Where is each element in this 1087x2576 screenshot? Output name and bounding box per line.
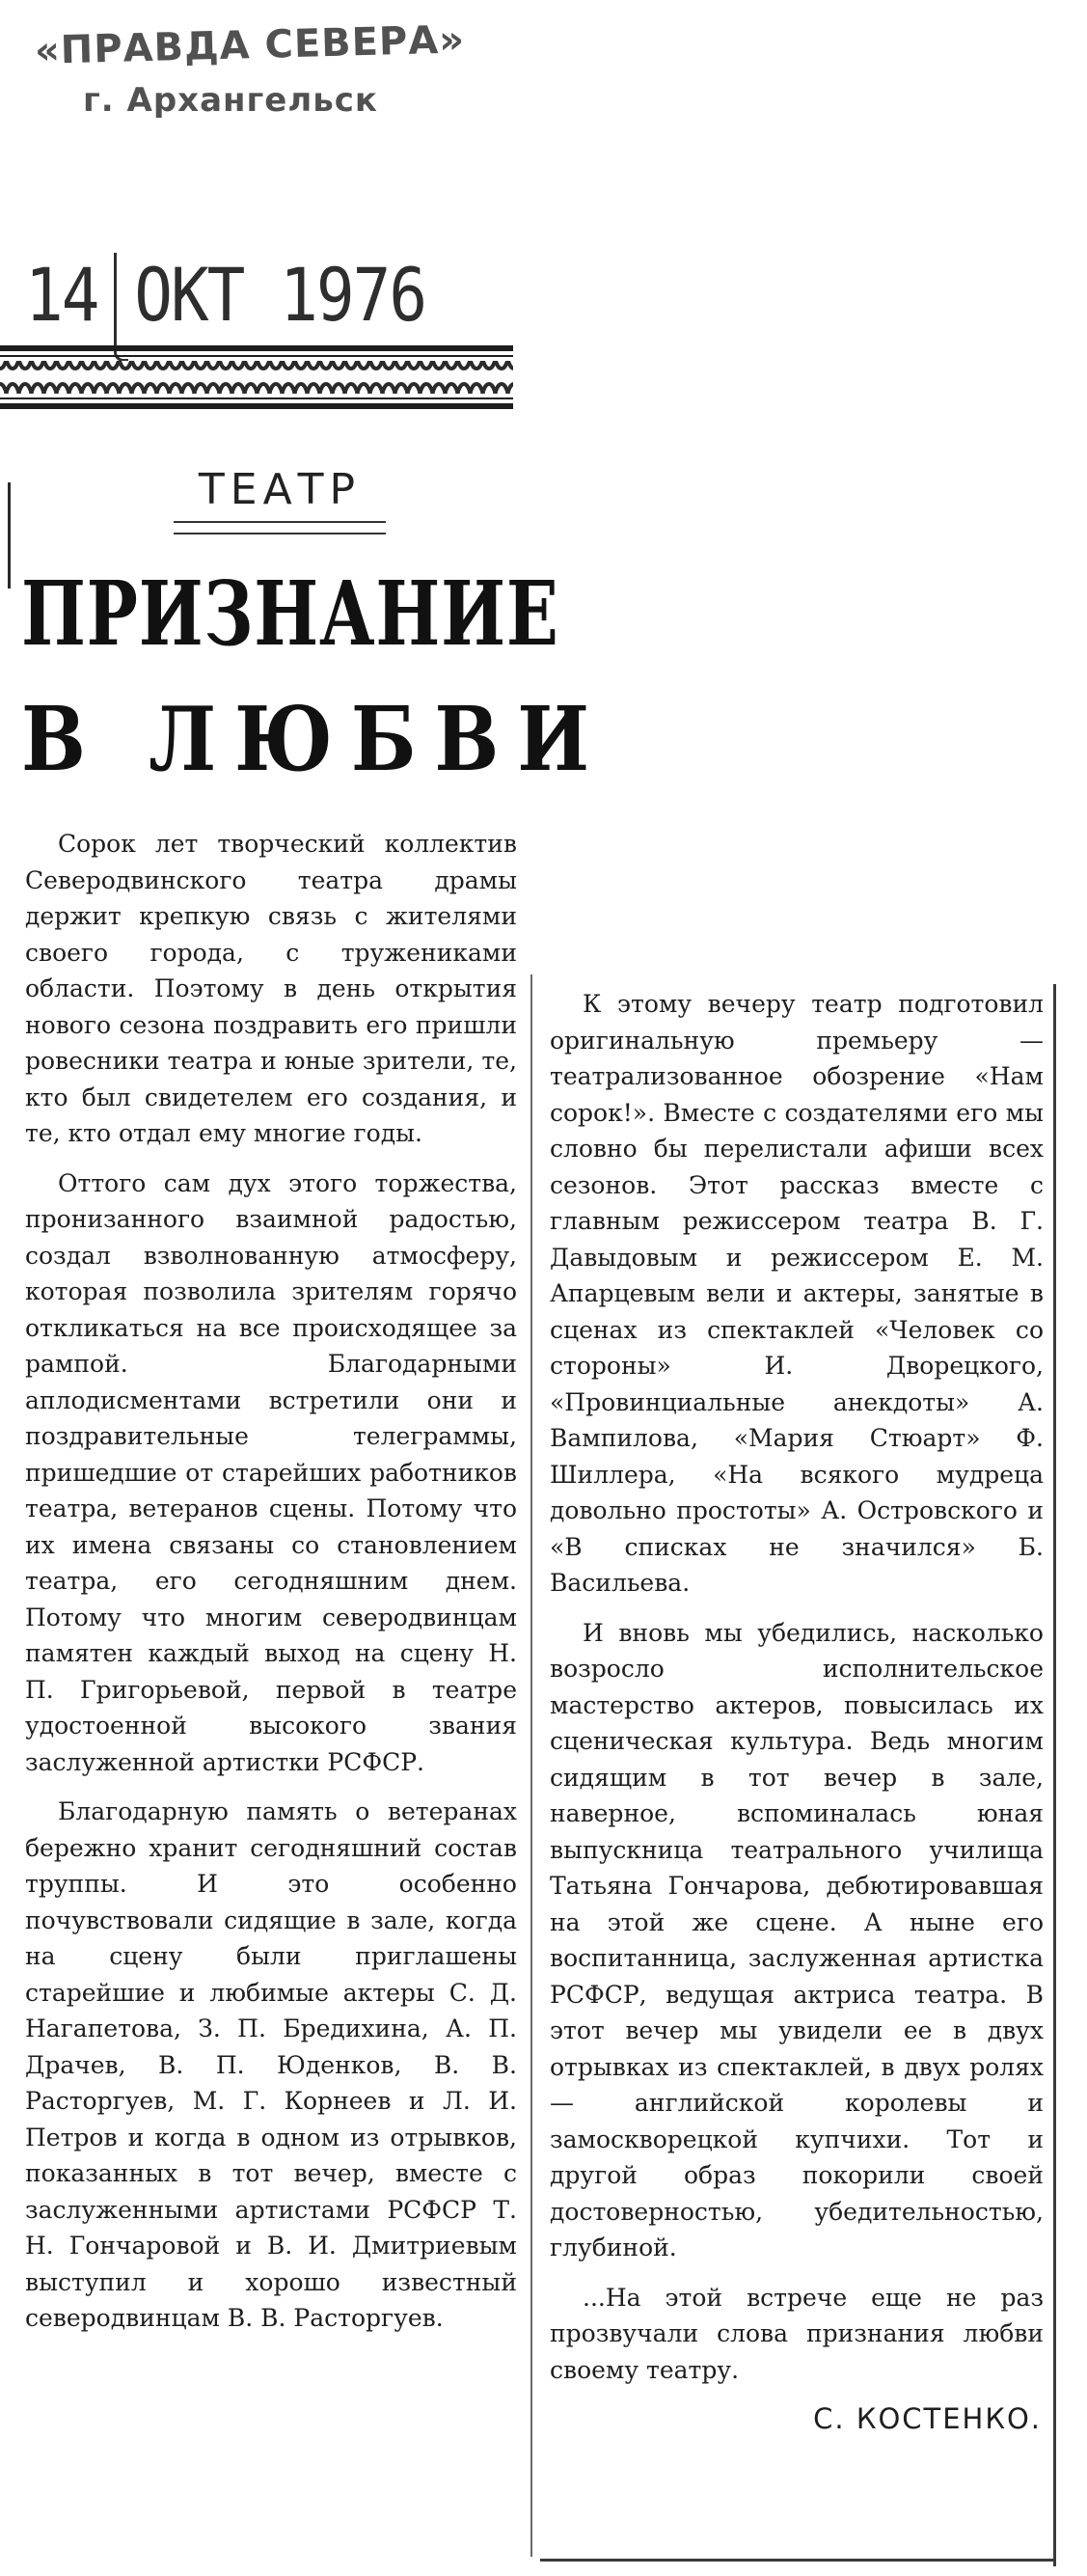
clipping-border-right (1053, 984, 1056, 2566)
ornamental-rule (0, 343, 513, 411)
paragraph: ...На этой встрече еще не раз прозвучали слова признания любви своему театру. (550, 2283, 1044, 2384)
paragraph: К этому вечеру театр подготовил оригинальную премьеру — театрализованное обозрение «Нам сорок!». Вместе с создателями его мы словно бы перелистали афиши всех сезонов. Этот рассказ вместе с главным режиссером театра В. Г. Давыдовым и режиссером Е. М. Апарцевым вели и актеры, занятые в сценах из спектаклей «Человек со стороны» И. Дворецкого, «Провинциальные анекдоты» А. Вампилова, «Мария Стюарт» Ф. Шиллера, «На всякого мудреца довольно простоты» А. Островского и «В списках не значился» Б. Васильева. (550, 990, 1044, 1597)
paragraph: Оттого сам дух этого торжества, пронизанного взаимной радостью, создал взволнованную атмосферу, которая позволила зрителям горячо откликаться на все происходящее за рампой. Благодарными аплодисментами встретили они и поздравительные телеграммы, пришедшие от старейших работников театра, ветеранов сцены. Потому что их имена связаны со становлением театра, его сегодняшним днем. Потому что многим северодвинцам памятен каждый выход на сцену Н. П. Григорьевой, первой в театре удостоенной высокого звания заслуженной артистки РСФСР. (25, 1168, 517, 1776)
headline-line-2: В ЛЮБВИ (21, 687, 608, 791)
paragraph: Сорок лет творческий коллектив Северодвинского театра драмы держит крепкую связь с жителями своего города, с тружениками области. Поэтому в день открытия нового сезона поздравить его пришли ровесники театра и юные зрители, те, кто был свидетелем его создания, и те, кто отдал ему многие годы. (25, 830, 517, 1147)
paragraph: Благодарную память о ветеранах бережно хранит сегодняшний состав труппы. И это особенно почувствовали сидящие в зале, когда на сцену были приглашены старейшие и любимые актеры С. Д. Нагапетова, З. П. Бредихина, А. П. Драчев, В. П. Юденков, В. В. Расторгуев, М. Г. Корнеев и Л. И. Петров и когда в одном из отрывков, показанных в тот вечер, вместе с заслуженными артистами РСФСР Т. Н. Гончаровой и В. И. Дмитриевым выступил и хорошо известный северодвинцам В. В. Расторгуев. (25, 1797, 517, 2332)
paragraph: И вновь мы убедились, насколько возросло исполнительское мастерство актеров, повысилась их сценическая культура. Ведь многим сидящим в тот вечер в зале, наверное, вспоминалась юная выпускница театрального училища Татьяна Гончарова, дебютировавшая на этой же сцене. А ныне его воспитанница, заслуженная артистка РСФСР, ведущая актриса театра. В этот вечер мы увидели ее в двух отрывках из спектаклей, в двух ролях — английской королевы и замоскворецкой купчихи. Тот и другой образ покорили своей достоверностью, убедительностью, глубиной. (550, 1618, 1044, 2261)
headline-line-1: ПРИЗНАНИЕ (21, 562, 559, 666)
newspaper-name: «ПРАВДА СЕВЕРА» (34, 17, 466, 73)
section-rubric: ТЕАТР (198, 465, 362, 514)
newspaper-city: г. Архангельск (83, 81, 378, 120)
article-headline (21, 562, 608, 791)
source-stamp (34, 17, 466, 120)
left-column (25, 826, 517, 2350)
clipping-edge (8, 482, 11, 589)
clipping-border-bottom (540, 2559, 1056, 2562)
right-column (550, 986, 1044, 2438)
date-stamp: 14 ОКТ 1976 (25, 253, 426, 339)
author-signature: С. КОСТЕНКО. (813, 2402, 1042, 2435)
column-divider (530, 974, 532, 2557)
rubric-underline (174, 521, 386, 534)
